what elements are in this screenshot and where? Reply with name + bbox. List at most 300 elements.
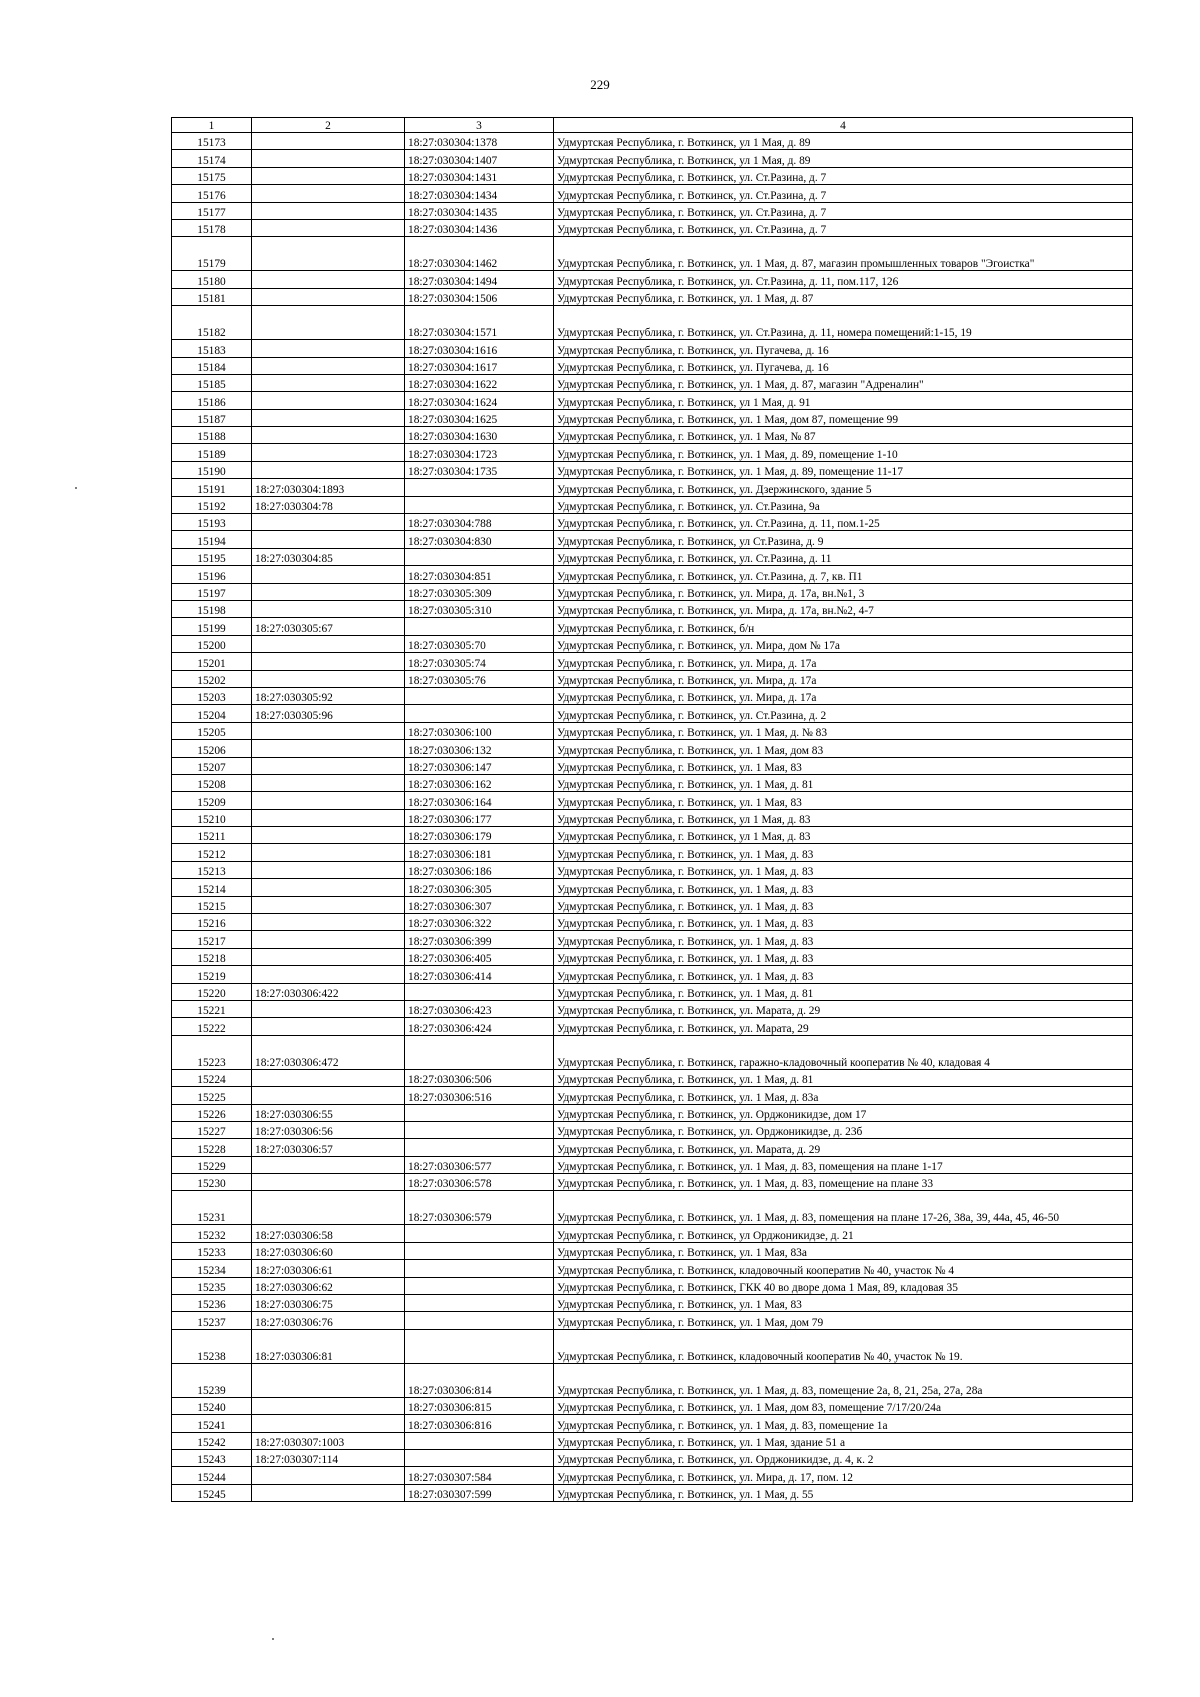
cadastral-number-col3: 18:27:030304:1622	[405, 374, 554, 391]
table-row	[172, 219, 1133, 236]
address-cell: Удмуртская Республика, г. Воткинск, ул. Орджоникидзе, дом 17	[554, 1104, 1133, 1121]
table-row	[172, 861, 1133, 878]
cadastral-number-col2	[252, 1484, 405, 1501]
cadastral-number-col3	[405, 1121, 554, 1138]
cadastral-number-col3: 18:27:030306:162	[405, 774, 554, 791]
address-cell: Удмуртская Республика, г. Воткинск, ул. 1 Мая, д. 83	[554, 879, 1133, 896]
table-row	[172, 1295, 1133, 1312]
row-number: 15175	[172, 167, 252, 184]
row-number: 15182	[172, 306, 252, 340]
cadastral-number-col2	[252, 966, 405, 983]
address-cell: Удмуртская Республика, г. Воткинск, ул 1 Мая, д. 89	[554, 133, 1133, 150]
cadastral-number-col2	[252, 1191, 405, 1225]
cadastral-number-col3: 18:27:030305:310	[405, 600, 554, 617]
row-number: 15237	[172, 1312, 252, 1329]
address-cell: Удмуртская Республика, г. Воткинск, ул. 1 Мая, д. 81	[554, 983, 1133, 1000]
row-number: 15217	[172, 931, 252, 948]
cadastral-number-col3	[405, 687, 554, 704]
row-number: 15222	[172, 1018, 252, 1035]
cadastral-number-col2	[252, 1156, 405, 1173]
cadastral-number-col3	[405, 1139, 554, 1156]
cadastral-number-col3: 18:27:030306:578	[405, 1174, 554, 1191]
row-number: 15225	[172, 1087, 252, 1104]
cadastral-number-col3	[405, 1104, 554, 1121]
address-cell: Удмуртская Республика, г. Воткинск, ул. Пугачева, д. 16	[554, 357, 1133, 374]
table-row	[172, 983, 1133, 1000]
table-row	[172, 133, 1133, 150]
cadastral-number-col2	[252, 357, 405, 374]
header-col-1: 1	[172, 118, 252, 133]
cadastral-number-col2: 18:27:030306:422	[252, 983, 405, 1000]
row-number: 15187	[172, 409, 252, 426]
cadastral-number-col2	[252, 444, 405, 461]
address-cell: Удмуртская Республика, г. Воткинск, ул. 1 Мая, д. 87, магазин "Адреналин"	[554, 374, 1133, 391]
table-row	[172, 844, 1133, 861]
table-row	[172, 600, 1133, 617]
cadastral-number-col2: 18:27:030307:114	[252, 1450, 405, 1467]
cadastral-number-col3: 18:27:030304:1571	[405, 306, 554, 340]
cadastral-number-col3: 18:27:030304:1625	[405, 409, 554, 426]
cadastral-number-col3: 18:27:030306:814	[405, 1363, 554, 1397]
row-number: 15212	[172, 844, 252, 861]
cadastral-number-col2: 18:27:030306:56	[252, 1121, 405, 1138]
row-number: 15199	[172, 618, 252, 635]
row-number: 15179	[172, 237, 252, 271]
row-number: 15206	[172, 740, 252, 757]
address-cell: Удмуртская Республика, г. Воткинск, ул. 1 Мая, 83	[554, 792, 1133, 809]
table-row	[172, 618, 1133, 635]
address-cell: Удмуртская Республика, г. Воткинск, ул. 1 Мая, д. 87, магазин промышленных товаров "Эгоистка"	[554, 237, 1133, 271]
cadastral-number-col3: 18:27:030306:516	[405, 1087, 554, 1104]
cadastral-number-col3	[405, 548, 554, 565]
row-number: 15224	[172, 1069, 252, 1086]
cadastral-number-col3: 18:27:030304:1624	[405, 392, 554, 409]
row-number: 15203	[172, 687, 252, 704]
cadastral-number-col3	[405, 1225, 554, 1242]
cadastral-number-col2	[252, 600, 405, 617]
row-number: 15181	[172, 288, 252, 305]
address-cell: Удмуртская Республика, г. Воткинск, ул. Мира, д. 17а	[554, 687, 1133, 704]
row-number: 15228	[172, 1139, 252, 1156]
address-cell: Удмуртская Республика, г. Воткинск, ул. 1 Мая, 83	[554, 757, 1133, 774]
row-number: 15219	[172, 966, 252, 983]
row-number: 15205	[172, 722, 252, 739]
row-number: 15185	[172, 374, 252, 391]
table-row	[172, 670, 1133, 687]
address-cell: Удмуртская Республика, г. Воткинск, ул. Дзержинского, здание 5	[554, 479, 1133, 496]
cadastral-number-col3: 18:27:030306:307	[405, 896, 554, 913]
table-row	[172, 1069, 1133, 1086]
row-number: 15194	[172, 531, 252, 548]
cadastral-number-col3: 18:27:030305:309	[405, 583, 554, 600]
cadastral-number-col3	[405, 1035, 554, 1069]
table-row	[172, 1484, 1133, 1501]
table-row	[172, 740, 1133, 757]
row-number: 15204	[172, 705, 252, 722]
row-number: 15229	[172, 1156, 252, 1173]
table-row	[172, 167, 1133, 184]
address-cell: Удмуртская Республика, г. Воткинск, ул. 1 Мая, здание 51 а	[554, 1432, 1133, 1449]
row-number: 15240	[172, 1397, 252, 1414]
row-number: 15198	[172, 600, 252, 617]
address-cell: Удмуртская Республика, г. Воткинск, ул. 1 Мая, д. 89, помещение 1-10	[554, 444, 1133, 461]
row-number: 15191	[172, 479, 252, 496]
cadastral-number-col2	[252, 306, 405, 340]
row-number: 15226	[172, 1104, 252, 1121]
table-row	[172, 1191, 1133, 1225]
table-row	[172, 1415, 1133, 1432]
address-cell: Удмуртская Республика, г. Воткинск, ул. 1 Мая, д. 87	[554, 288, 1133, 305]
address-cell: Удмуртская Республика, г. Воткинск, кладовочный кооператив № 40, участок № 4	[554, 1260, 1133, 1277]
table-row	[172, 1104, 1133, 1121]
row-number: 15244	[172, 1467, 252, 1484]
row-number: 15231	[172, 1191, 252, 1225]
address-cell: Удмуртская Республика, г. Воткинск, ул. 1 Мая, дом 83, помещение 7/17/20/24а	[554, 1397, 1133, 1414]
row-number: 15190	[172, 461, 252, 478]
address-cell: Удмуртская Республика, г. Воткинск, ул 1 Мая, д. 91	[554, 392, 1133, 409]
address-cell: Удмуртская Республика, г. Воткинск, ул. Ст.Разина, д. 11, номера помещений:1-15, 19	[554, 306, 1133, 340]
cadastral-number-col2	[252, 1069, 405, 1086]
row-number: 15214	[172, 879, 252, 896]
table-row	[172, 237, 1133, 271]
cadastral-number-col3: 18:27:030304:1494	[405, 271, 554, 288]
address-cell: Удмуртская Республика, г. Воткинск, ул. 1 Мая, д. 83, помещение на плане 33	[554, 1174, 1133, 1191]
address-cell: Удмуртская Республика, г. Воткинск, ул. 1 Мая, д. 83	[554, 896, 1133, 913]
row-number: 15196	[172, 566, 252, 583]
row-number: 15221	[172, 1000, 252, 1017]
table-row	[172, 1174, 1133, 1191]
cadastral-number-col2	[252, 1415, 405, 1432]
cadastral-number-col2	[252, 809, 405, 826]
table-row	[172, 288, 1133, 305]
cadastral-number-col2: 18:27:030306:62	[252, 1277, 405, 1294]
row-number: 15201	[172, 653, 252, 670]
table-row	[172, 1035, 1133, 1069]
row-number: 15234	[172, 1260, 252, 1277]
cadastral-number-col3	[405, 1329, 554, 1363]
cadastral-number-col3: 18:27:030304:1506	[405, 288, 554, 305]
address-cell: Удмуртская Республика, г. Воткинск, ул. Марата, д. 29	[554, 1139, 1133, 1156]
row-number: 15200	[172, 635, 252, 652]
address-cell: Удмуртская Республика, г. Воткинск, ул. 1 Мая, д. 83, помещение 2а, 8, 21, 25а, 27а, 28а	[554, 1363, 1133, 1397]
cadastral-number-col3: 18:27:030304:788	[405, 514, 554, 531]
cadastral-number-col2: 18:27:030306:60	[252, 1242, 405, 1259]
table-row	[172, 185, 1133, 202]
cadastral-number-col3: 18:27:030306:423	[405, 1000, 554, 1017]
cadastral-number-col2	[252, 514, 405, 531]
cadastral-number-col2	[252, 1018, 405, 1035]
row-number: 15186	[172, 392, 252, 409]
cadastral-number-col3: 18:27:030306:147	[405, 757, 554, 774]
address-cell: Удмуртская Республика, г. Воткинск, ул. 1 Мая, д. 83	[554, 948, 1133, 965]
row-number: 15220	[172, 983, 252, 1000]
cadastral-number-col2: 18:27:030306:58	[252, 1225, 405, 1242]
cadastral-number-col2	[252, 1087, 405, 1104]
cadastral-number-col2	[252, 722, 405, 739]
cadastral-number-col2: 18:27:030306:472	[252, 1035, 405, 1069]
cadastral-number-col2	[252, 1467, 405, 1484]
row-number: 15176	[172, 185, 252, 202]
table-row	[172, 757, 1133, 774]
table-row	[172, 792, 1133, 809]
cadastral-number-col3: 18:27:030305:74	[405, 653, 554, 670]
address-cell: Удмуртская Республика, г. Воткинск, ул. 1 Мая, д. № 83	[554, 722, 1133, 739]
cadastral-number-col3: 18:27:030306:181	[405, 844, 554, 861]
address-cell: Удмуртская Республика, г. Воткинск, ул 1 Мая, д. 83	[554, 809, 1133, 826]
table-row	[172, 202, 1133, 219]
row-number: 15209	[172, 792, 252, 809]
row-number: 15232	[172, 1225, 252, 1242]
cadastral-number-col3	[405, 479, 554, 496]
address-cell: Удмуртская Республика, г. Воткинск, ул. 1 Мая, д. 83	[554, 914, 1133, 931]
cadastral-number-col3	[405, 983, 554, 1000]
table-row	[172, 1225, 1133, 1242]
cadastral-number-col2: 18:27:030307:1003	[252, 1432, 405, 1449]
cadastral-number-col3: 18:27:030306:506	[405, 1069, 554, 1086]
address-cell: Удмуртская Республика, г. Воткинск, ул. 1 Мая, дом 83	[554, 740, 1133, 757]
row-number: 15223	[172, 1035, 252, 1069]
table-row	[172, 635, 1133, 652]
address-cell: Удмуртская Республика, г. Воткинск, ул. 1 Мая, д. 83, помещения на плане 17-26, 38а, 39, 44а, 45, 46-50	[554, 1191, 1133, 1225]
header-col-2: 2	[252, 118, 405, 133]
row-number: 15183	[172, 340, 252, 357]
cadastral-number-col3: 18:27:030304:1434	[405, 185, 554, 202]
address-cell: Удмуртская Республика, г. Воткинск, ул. Ст.Разина, д. 7	[554, 202, 1133, 219]
cadastral-number-col2	[252, 219, 405, 236]
cadastral-number-col2	[252, 566, 405, 583]
cadastral-number-col3: 18:27:030306:816	[405, 1415, 554, 1432]
table-row	[172, 548, 1133, 565]
cadastral-number-col2	[252, 531, 405, 548]
cadastral-number-col3: 18:27:030307:584	[405, 1467, 554, 1484]
table-row	[172, 1000, 1133, 1017]
address-cell: Удмуртская Республика, г. Воткинск, ул. Ст.Разина, д. 11	[554, 548, 1133, 565]
address-cell: Удмуртская Республика, г. Воткинск, ул Ст.Разина, д. 9	[554, 531, 1133, 548]
cadastral-number-col2	[252, 374, 405, 391]
cadastral-number-col2	[252, 757, 405, 774]
address-cell: Удмуртская Республика, г. Воткинск, ул. Марата, д. 29	[554, 1000, 1133, 1017]
cadastral-number-col3: 18:27:030306:322	[405, 914, 554, 931]
table-row	[172, 1156, 1133, 1173]
address-cell: Удмуртская Республика, г. Воткинск, ул. 1 Мая, д. 55	[554, 1484, 1133, 1501]
table-row	[172, 1312, 1133, 1329]
cadastral-number-col2: 18:27:030304:85	[252, 548, 405, 565]
cadastral-number-col2	[252, 427, 405, 444]
address-cell: Удмуртская Республика, г. Воткинск, ул. Пугачева, д. 16	[554, 340, 1133, 357]
table-row	[172, 1018, 1133, 1035]
address-cell: Удмуртская Республика, г. Воткинск, ул. Ст.Разина, д. 11, пом.117, 126	[554, 271, 1133, 288]
address-cell: Удмуртская Республика, г. Воткинск, ул. 1 Мая, 83а	[554, 1242, 1133, 1259]
row-number: 15213	[172, 861, 252, 878]
table-row	[172, 409, 1133, 426]
table-row	[172, 774, 1133, 791]
cadastral-number-col2: 18:27:030306:57	[252, 1139, 405, 1156]
row-number: 15189	[172, 444, 252, 461]
cadastral-number-col3	[405, 496, 554, 513]
cadastral-number-col2: 18:27:030304:1893	[252, 479, 405, 496]
address-cell: Удмуртская Республика, г. Воткинск, ул. Мира, д. 17а	[554, 670, 1133, 687]
scan-speck	[272, 1638, 274, 1640]
table-row	[172, 896, 1133, 913]
table-row	[172, 1260, 1133, 1277]
address-cell: Удмуртская Республика, г. Воткинск, ул. 1 Мая, д. 83	[554, 931, 1133, 948]
row-number: 15197	[172, 583, 252, 600]
cadastral-number-col3	[405, 618, 554, 635]
address-cell: Удмуртская Республика, г. Воткинск, кладовочный кооператив № 40, участок № 19.	[554, 1329, 1133, 1363]
cadastral-number-col2	[252, 167, 405, 184]
cadastral-number-col3: 18:27:030306:164	[405, 792, 554, 809]
address-cell: Удмуртская Республика, г. Воткинск, ул. 1 Мая, дом 87, помещение 99	[554, 409, 1133, 426]
row-number: 15230	[172, 1174, 252, 1191]
table-body	[172, 133, 1133, 1502]
address-cell: Удмуртская Республика, г. Воткинск, ул. 1 Мая, д. 81	[554, 1069, 1133, 1086]
table-row	[172, 722, 1133, 739]
address-cell: Удмуртская Республика, г. Воткинск, ул. 1 Мая, д. 83, помещения на плане 1-17	[554, 1156, 1133, 1173]
table-row	[172, 687, 1133, 704]
address-cell: Удмуртская Республика, г. Воткинск, ул 1 Мая, д. 83	[554, 827, 1133, 844]
cadastral-number-col3: 18:27:030306:424	[405, 1018, 554, 1035]
row-number: 15242	[172, 1432, 252, 1449]
cadastral-number-col3: 18:27:030304:1435	[405, 202, 554, 219]
cadastral-number-col2	[252, 879, 405, 896]
address-cell: Удмуртская Республика, г. Воткинск, ул. Ст.Разина, д. 7	[554, 167, 1133, 184]
cadastral-number-col3	[405, 705, 554, 722]
row-number: 15177	[172, 202, 252, 219]
cadastral-number-col3: 18:27:030305:76	[405, 670, 554, 687]
address-cell: Удмуртская Республика, г. Воткинск, ул. Ст.Разина, д. 7	[554, 185, 1133, 202]
header-col-3: 3	[405, 118, 554, 133]
cadastral-number-col2	[252, 844, 405, 861]
cadastral-number-col2: 18:27:030304:78	[252, 496, 405, 513]
address-cell: Удмуртская Республика, г. Воткинск, ул. 1 Мая, д. 83, помещение 1а	[554, 1415, 1133, 1432]
cadastral-number-col3: 18:27:030304:1735	[405, 461, 554, 478]
address-cell: Удмуртская Республика, г. Воткинск, ул. 1 Мая, дом 79	[554, 1312, 1133, 1329]
row-number: 15233	[172, 1242, 252, 1259]
table-row	[172, 948, 1133, 965]
cadastral-number-col2	[252, 1363, 405, 1397]
address-cell: Удмуртская Республика, г. Воткинск, ул. Мира, д. 17а	[554, 653, 1133, 670]
cadastral-number-col2: 18:27:030306:76	[252, 1312, 405, 1329]
table-row	[172, 705, 1133, 722]
address-cell: Удмуртская Республика, г. Воткинск, ГКК 40 во дворе дома 1 Мая, 89, кладовая 35	[554, 1277, 1133, 1294]
cadastral-number-col2	[252, 1000, 405, 1017]
cadastral-number-col3: 18:27:030304:1378	[405, 133, 554, 150]
row-number: 15215	[172, 896, 252, 913]
cadastral-number-col2	[252, 392, 405, 409]
cadastral-number-col2	[252, 653, 405, 670]
row-number: 15192	[172, 496, 252, 513]
cadastral-number-col2	[252, 861, 405, 878]
table-row	[172, 479, 1133, 496]
cadastral-number-col2	[252, 931, 405, 948]
cadastral-number-col3: 18:27:030306:579	[405, 1191, 554, 1225]
address-cell: Удмуртская Республика, г. Воткинск, ул. 1 Мая, 83	[554, 1295, 1133, 1312]
row-number: 15227	[172, 1121, 252, 1138]
cadastral-number-col3: 18:27:030307:599	[405, 1484, 554, 1501]
address-cell: Удмуртская Республика, г. Воткинск, ул. 1 Мая, д. 83	[554, 861, 1133, 878]
cadastral-number-col3: 18:27:030306:305	[405, 879, 554, 896]
cadastral-number-col2	[252, 237, 405, 271]
cadastral-number-col2: 18:27:030306:75	[252, 1295, 405, 1312]
row-number: 15188	[172, 427, 252, 444]
cadastral-number-col2	[252, 948, 405, 965]
cadastral-number-col2	[252, 1397, 405, 1414]
table-row	[172, 444, 1133, 461]
cadastral-number-col3: 18:27:030304:1407	[405, 150, 554, 167]
table-row	[172, 653, 1133, 670]
row-number: 15178	[172, 219, 252, 236]
cadastral-number-col2	[252, 202, 405, 219]
cadastral-number-col2	[252, 340, 405, 357]
table-row	[172, 461, 1133, 478]
cadastral-number-col2	[252, 1174, 405, 1191]
cadastral-number-col2: 18:27:030306:55	[252, 1104, 405, 1121]
table-row	[172, 879, 1133, 896]
table-row	[172, 1242, 1133, 1259]
cadastral-number-col2	[252, 288, 405, 305]
table-row	[172, 1087, 1133, 1104]
cadastral-number-col2: 18:27:030306:61	[252, 1260, 405, 1277]
row-number: 15236	[172, 1295, 252, 1312]
row-number: 15210	[172, 809, 252, 826]
table-row	[172, 306, 1133, 340]
table-row	[172, 1397, 1133, 1414]
cadastral-number-col3: 18:27:030304:851	[405, 566, 554, 583]
cadastral-number-col2: 18:27:030306:81	[252, 1329, 405, 1363]
cadastral-number-col2	[252, 896, 405, 913]
cadastral-number-col3: 18:27:030304:830	[405, 531, 554, 548]
cadastral-number-col2	[252, 774, 405, 791]
cadastral-number-col2	[252, 635, 405, 652]
address-cell: Удмуртская Республика, г. Воткинск, ул. Ст.Разина, д. 7	[554, 219, 1133, 236]
cadastral-number-col2	[252, 827, 405, 844]
row-number: 15241	[172, 1415, 252, 1432]
table-row	[172, 427, 1133, 444]
address-cell: Удмуртская Республика, г. Воткинск, ул. Марата, 29	[554, 1018, 1133, 1035]
cadastral-number-col3: 18:27:030306:815	[405, 1397, 554, 1414]
cadastral-number-col2	[252, 150, 405, 167]
address-cell: Удмуртская Республика, г. Воткинск, ул. Мира, д. 17а, вн.№1, 3	[554, 583, 1133, 600]
table-row	[172, 566, 1133, 583]
table-row	[172, 931, 1133, 948]
cadastral-number-col3: 18:27:030306:399	[405, 931, 554, 948]
address-cell: Удмуртская Республика, г. Воткинск, ул. Ст.Разина, д. 7, кв. П1	[554, 566, 1133, 583]
cadastral-number-col2: 18:27:030305:96	[252, 705, 405, 722]
cadastral-number-col2	[252, 583, 405, 600]
table-row	[172, 374, 1133, 391]
table-row	[172, 827, 1133, 844]
row-number: 15235	[172, 1277, 252, 1294]
cadastral-number-col2: 18:27:030305:67	[252, 618, 405, 635]
cadastral-number-col3	[405, 1312, 554, 1329]
table-row	[172, 583, 1133, 600]
cadastral-number-col2	[252, 914, 405, 931]
table-row	[172, 1329, 1133, 1363]
table-row	[172, 1277, 1133, 1294]
row-number: 15202	[172, 670, 252, 687]
address-cell: Удмуртская Республика, г. Воткинск, ул. Мира, д. 17, пом. 12	[554, 1467, 1133, 1484]
table-row	[172, 496, 1133, 513]
address-cell: Удмуртская Республика, г. Воткинск, ул. 1 Мая, д. 83	[554, 966, 1133, 983]
address-cell: Удмуртская Республика, г. Воткинск, ул. Ст.Разина, д. 11, пом.1-25	[554, 514, 1133, 531]
address-cell: Удмуртская Республика, г. Воткинск, ул. Орджоникидзе, д. 23б	[554, 1121, 1133, 1138]
row-number: 15211	[172, 827, 252, 844]
cadastral-number-col3: 18:27:030304:1630	[405, 427, 554, 444]
cadastral-number-col2	[252, 409, 405, 426]
registry-table	[171, 117, 1133, 1502]
address-cell: Удмуртская Республика, г. Воткинск, ул. Мира, д. 17а, вн.№2, 4-7	[554, 600, 1133, 617]
cadastral-number-col3	[405, 1432, 554, 1449]
